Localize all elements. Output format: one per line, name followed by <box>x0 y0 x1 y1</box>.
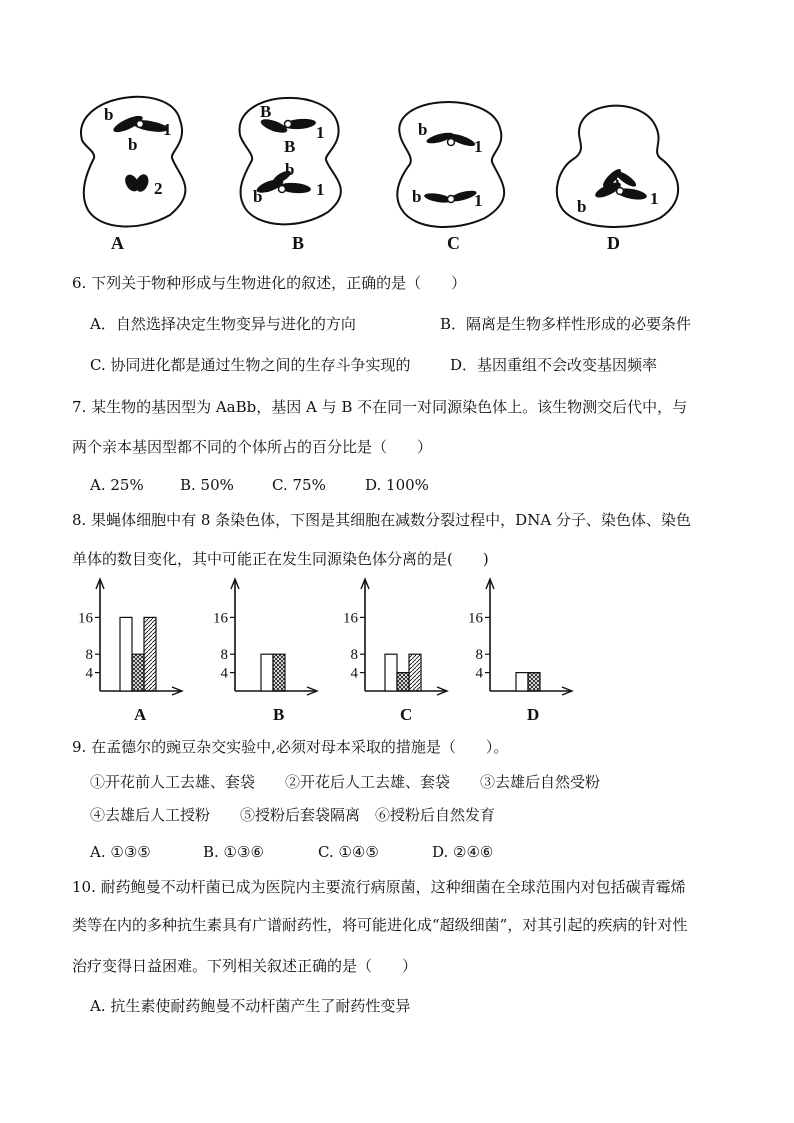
cell-b-mark: b <box>253 187 263 206</box>
q7-option-d: D. 100% <box>365 476 429 494</box>
cell-d-mark: b <box>610 172 620 191</box>
cell-c-mark: 1 <box>474 191 483 210</box>
q6-stem: 6. 下列关于物种形成与生物进化的叙述，正确的是（ ） <box>72 274 467 292</box>
bar-chart-tick-label: 4 <box>220 665 228 682</box>
cell-b-mark: B <box>284 137 296 156</box>
bar-chart-tick-label: 16 <box>468 610 483 627</box>
q10-option-a: A. 抗生素使耐药鲍曼不动杆菌产生了耐药性变异 <box>90 997 411 1015</box>
cell-label-b: B <box>292 233 305 253</box>
bar-chart-tick-label: 8 <box>85 647 93 664</box>
q6-option-b: B．隔离是生物多样性形成的必要条件 <box>440 315 692 333</box>
q7-option-c: C. 75% <box>272 476 326 494</box>
cell-label-a: A <box>111 233 124 253</box>
cell-c-mark: b <box>412 187 422 206</box>
bar-chart-tick-label: 16 <box>213 610 228 627</box>
cell-a-mark: 2 <box>154 179 163 198</box>
q6-option-d: D．基因重组不会改变基因频率 <box>450 356 658 374</box>
bar-chart-bar <box>516 673 528 691</box>
bar-chart-bar <box>409 654 421 691</box>
q6-option-c: C. 协同进化都是通过生物之间的生存斗争实现的 <box>90 356 411 374</box>
bar-chart-tick-label: 4 <box>350 665 358 682</box>
bar-chart-label-d: D <box>527 705 540 724</box>
cell-a-mark: b <box>104 105 114 124</box>
bar-chart-tick-label: 8 <box>350 647 358 664</box>
cell-b-mark: 1 <box>316 123 325 142</box>
cell-division-figure <box>60 80 700 265</box>
q9-option-c: C. ①④⑤ <box>318 843 379 861</box>
q9-option-a: A. ①③⑤ <box>90 843 151 861</box>
bar-chart-label-c: C <box>400 705 413 724</box>
bar-charts <box>60 575 600 705</box>
q8-stem-line1: 8. 果蝇体细胞中有 8 条染色体，下图是其细胞在减数分裂过程中，DNA 分子、染色体、染色 <box>72 511 691 529</box>
q9-option-b: B. ①③⑥ <box>203 843 264 861</box>
cell-d-mark: b <box>577 197 587 216</box>
cell-d-mark: 1 <box>650 189 659 208</box>
cell-b-mark: b <box>285 160 295 179</box>
q10-stem-line3: 治疗变得日益困难。下列相关叙述正确的是（ ） <box>72 957 418 975</box>
q10-stem-line2: 类等在内的多种抗生素具有广谱耐药性，将可能进化成“超级细菌”，对其引起的疾病的针对性 <box>72 916 688 934</box>
cell-label-d: D <box>607 233 620 253</box>
cell-a-mark: 1 <box>163 120 172 139</box>
cell-label-c: C <box>447 233 460 253</box>
bar-chart-tick-label: 4 <box>475 665 483 682</box>
bar-chart-bar <box>132 654 144 691</box>
bar-chart-tick-label: 8 <box>220 647 228 664</box>
cell-a-mark: b <box>128 135 138 154</box>
bar-chart-tick-label: 8 <box>475 647 483 664</box>
bar-chart-bar <box>397 673 409 691</box>
q7-stem-line2: 两个亲本基因型都不同的个体所占的百分比是（ ） <box>72 438 433 456</box>
bar-chart-bar <box>120 617 132 691</box>
q7-option-a: A. 25% <box>90 476 144 494</box>
q9-stem: 9. 在孟德尔的豌豆杂交实验中,必须对母本采取的措施是（ ）。 <box>72 738 509 756</box>
bar-chart-label-a: A <box>134 705 147 724</box>
bar-chart-tick-label: 16 <box>78 610 93 627</box>
cell-b-mark: B <box>260 102 272 121</box>
cell-b-mark: 1 <box>316 180 325 199</box>
bar-chart-tick-label: 4 <box>85 665 93 682</box>
bar-chart-label-b: B <box>273 705 285 724</box>
bar-chart-bar <box>528 673 540 691</box>
cell-c-mark: 1 <box>474 137 483 156</box>
q7-option-b: B. 50% <box>180 476 234 494</box>
bar-chart-bar <box>273 654 285 691</box>
q7-stem-line1: 7. 某生物的基因型为 AaBb，基因 A 与 B 不在同一对同源染色体上。该生物测交后代中，与 <box>72 398 688 416</box>
bar-chart-bar <box>385 654 397 691</box>
q8-stem-line2: 单体的数目变化，其中可能正在发生同源染色体分离的是( ) <box>72 550 489 568</box>
q6-option-a: A．自然选择决定生物变异与进化的方向 <box>90 315 356 333</box>
q10-stem-line1: 10. 耐药鲍曼不动杆菌已成为医院内主要流行病原菌，这种细菌在全球范围内对包括碳青霉烯 <box>72 878 686 896</box>
q9-measures-line1: ①开花前人工去雄、套袋 ②开花后人工去雄、套袋 ③去雄后自然受粉 <box>90 773 601 791</box>
q9-option-d: D. ②④⑥ <box>432 843 494 861</box>
q9-measures-line2: ④去雄后人工授粉 ⑤授粉后套袋隔离 ⑥授粉后自然发育 <box>90 806 496 824</box>
bar-chart-bar <box>144 617 156 691</box>
cell-c-mark: b <box>418 120 428 139</box>
bar-chart-tick-label: 16 <box>343 610 358 627</box>
bar-chart-bar <box>261 654 273 691</box>
